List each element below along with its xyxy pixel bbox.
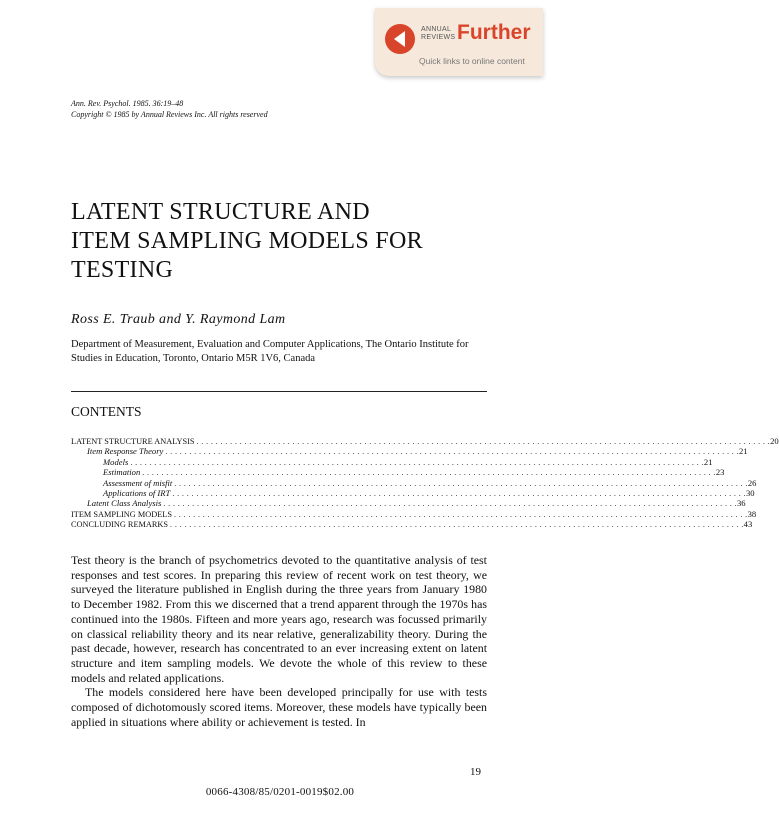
badge-brand[interactable]: Further xyxy=(457,21,531,44)
toc-leader-dots: . . . . . . . . . . . . . . . . . . . . . . . . . . . . . . . . . . . . . . . . . . . . . . . . . . . . . . . . . . . . . . . . . . . . . . . . . . . . . . . . . . . . . . . . . . . . . . . . . . . . . . . . . . . . . . . . . . . . . . . . xyxy=(170,520,744,530)
publisher-name xyxy=(421,26,461,42)
toc-entry-page: 21 xyxy=(703,456,713,467)
article-body xyxy=(71,553,487,729)
section-divider xyxy=(71,391,487,392)
toc-entry[interactable] xyxy=(71,487,755,498)
toc-entry-page: 20 xyxy=(770,436,779,446)
toc-leader-dots: . . . . . . . . . . . . . . . . . . . . . . . . . . . . . . . . . . . . . . . . . . . . . . . . . . . . . . . . . . . . . . . . . . . . . . . . . . . . . . . . . . . . . . . . . . . . . . . . . . . . . . . . . . . . . . . . . . . . . . . . xyxy=(163,499,737,509)
citation-line-1: Ann. Rev. Psychol. 1985. 36:19–48 xyxy=(71,99,184,108)
body-paragraph-2: The models considered here have been developed principally for use with tests composed of dichotomously scored items. Moreover, these models have typically been applied in situations where ability or achievement is tested. In xyxy=(71,685,487,729)
table-of-contents xyxy=(71,436,779,530)
toc-entry-label: CONCLUDING REMARKS xyxy=(71,520,169,530)
toc-entry-label: Estimation xyxy=(103,467,141,478)
publisher-line-1: ANNUAL xyxy=(421,26,452,33)
toc-entry[interactable] xyxy=(71,519,753,530)
toc-entry-page: 38 xyxy=(747,508,757,519)
further-badge[interactable] xyxy=(375,8,543,76)
title-line-1: LATENT STRUCTURE AND xyxy=(71,199,370,225)
toc-leader-dots: . . . . . . . . . . . . . . . . . . . . . . . . . . . . . . . . . . . . . . . . . . . . . . . . . . . . . . . . . . . . . . . . . . . . . . . . . . . . . . . . . . . . . . . . . . . . . . . . . . . . . . . . . . . . . . . . . . . . . . . . xyxy=(173,509,748,519)
toc-entry-page: 36 xyxy=(736,498,746,509)
toc-entry[interactable] xyxy=(71,446,748,457)
toc-entry[interactable] xyxy=(71,477,757,488)
page-number: 19 xyxy=(470,766,481,778)
toc-entry-label: Item Response Theory xyxy=(87,446,164,457)
toc-entry-label: Assessment of misfit xyxy=(103,477,173,488)
toc-entry[interactable] xyxy=(71,467,725,478)
toc-entry-page: 23 xyxy=(715,467,725,478)
toc-entry-page: 43 xyxy=(743,519,753,530)
title-line-2: ITEM SAMPLING MODELS FOR xyxy=(71,228,423,254)
toc-leader-dots: . . . . . . . . . . . . . . . . . . . . . . . . . . . . . . . . . . . . . . . . . . . . . . . . . . . . . . . . . . . . . . . . . . . . . . . . . . . . . . . . . . . . . . . . . . . . . . . . . . . . . . . . . . . . . . . . . . . . . . . . xyxy=(196,437,771,446)
toc-entry-label: LATENT STRUCTURE ANALYSIS xyxy=(71,437,195,446)
toc-entry-page: 30 xyxy=(745,487,755,498)
contents-heading: CONTENTS xyxy=(71,404,142,419)
citation-line-2: Copyright © 1985 by Annual Reviews Inc. All rights reserved xyxy=(71,110,268,119)
toc-leader-dots: . . . . . . . . . . . . . . . . . . . . . . . . . . . . . . . . . . . . . . . . . . . . . . . . . . . . . . . . . . . . . . . . . . . . . . . . . . . . . . . . . . . . . . . . . . . . . . . . . . . . . . . . . . . . . . . . . . . . . . . . xyxy=(130,457,704,467)
badge-tagline[interactable]: Quick links to online content xyxy=(419,56,525,66)
toc-leader-dots: . . . . . . . . . . . . . . . . . . . . . . . . . . . . . . . . . . . . . . . . . . . . . . . . . . . . . . . . . . . . . . . . . . . . . . . . . . . . . . . . . . . . . . . . . . . . . . . . . . . . . . . . . . . . . . . . . . . . . . . . xyxy=(165,447,739,457)
toc-leader-dots: . . . . . . . . . . . . . . . . . . . . . . . . . . . . . . . . . . . . . . . . . . . . . . . . . . . . . . . . . . . . . . . . . . . . . . . . . . . . . . . . . . . . . . . . . . . . . . . . . . . . . . . . . . . . . . . . . . . . . . . . xyxy=(172,488,746,498)
body-paragraph-1: Test theory is the branch of psychometrics devoted to the quantitative analysis of test responses and test scores. In preparing this review of recent work on test theory, we surveyed the literature published in English during the three years from January 1980 to December 1982. From this we discerned that a trend apparent through the 1970s has continued into the 1980s. Fifteen and more years ago, research was focussed primarily on classical reliability theory and its near relative, generalizability theory. During the past decade, however, research has concentrated to an ever increasing extent on latent structure and item sampling models. We devote the whole of this review to these models and related applications. xyxy=(71,553,487,685)
title-line-3: TESTING xyxy=(71,257,174,283)
toc-entry-label: ITEM SAMPLING MODELS xyxy=(71,509,172,519)
affiliation: Department of Measurement, Evaluation and Computer Applications, The Ontario Institute for Studies in Education, Toronto, Ontario M5R 1V6, Canada xyxy=(71,339,469,364)
toc-entry-page: 21 xyxy=(738,446,748,457)
toc-entry[interactable] xyxy=(71,498,746,509)
toc-leader-dots: . . . . . . . . . . . . . . . . . . . . . . . . . . . . . . . . . . . . . . . . . . . . . . . . . . . . . . . . . . . . . . . . . . . . . . . . . . . . . . . . . . . . . . . . . . . . . . . . . . . . . . . . . . . . . . . . . . . . . . . . xyxy=(142,468,716,478)
toc-entry[interactable] xyxy=(71,456,713,467)
toc-entry[interactable] xyxy=(71,508,757,519)
publisher-line-2: REVIEWS xyxy=(421,34,456,41)
journal-citation xyxy=(71,98,268,120)
toc-entry[interactable] xyxy=(71,436,779,446)
toc-leader-dots: . . . . . . . . . . . . . . . . . . . . . . . . . . . . . . . . . . . . . . . . . . . . . . . . . . . . . . . . . . . . . . . . . . . . . . . . . . . . . . . . . . . . . . . . . . . . . . . . . . . . . . . . . . . . . . . . . . . . . . . . xyxy=(174,478,748,488)
toc-entry-page: 26 xyxy=(747,477,757,488)
play-arrow-icon xyxy=(385,24,415,54)
toc-entry-label: Applications of IRT xyxy=(103,487,171,498)
toc-entry-label: Latent Class Analysis xyxy=(87,498,162,509)
footer-code: 0066-4308/85/0201-0019$02.00 xyxy=(205,786,355,798)
toc-entry-label: Models xyxy=(103,456,129,467)
authors: Ross E. Traub and Y. Raymond Lam xyxy=(71,312,286,327)
article-title xyxy=(71,198,423,285)
